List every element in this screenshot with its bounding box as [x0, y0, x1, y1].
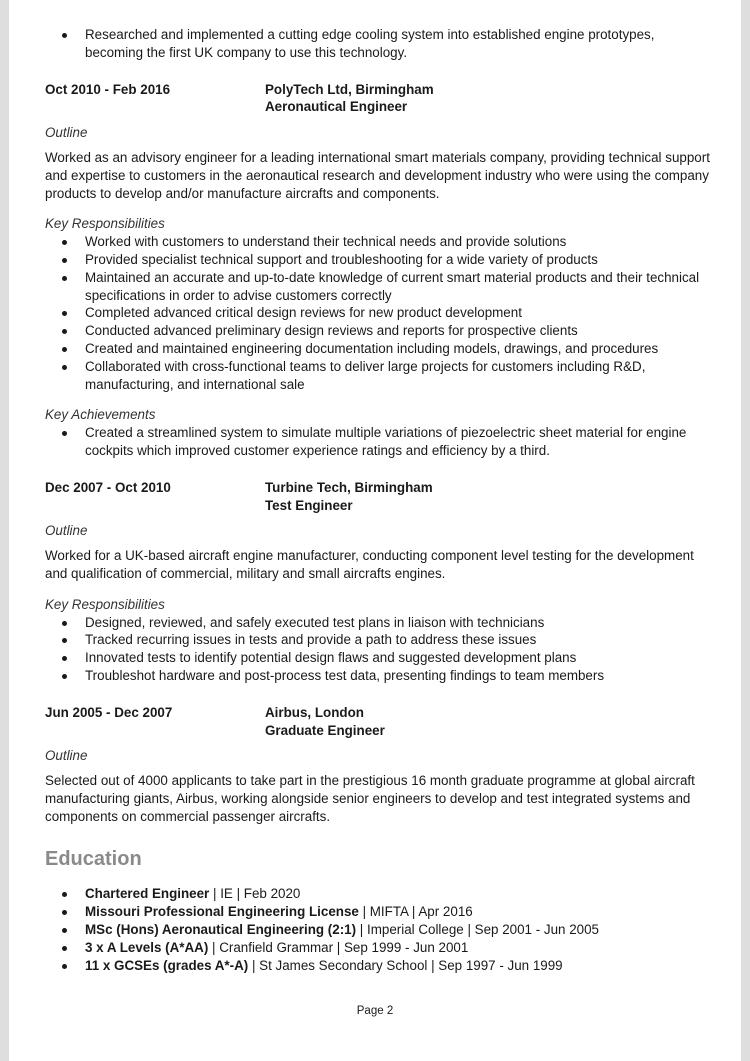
job-title: Test Engineer	[265, 497, 353, 513]
list-item: Created a streamlined system to simulate multiple variations of piezoelectric sheet material for engine cockpits which improved customer experience ratings and efficiency by a third.	[45, 424, 710, 460]
job-company: PolyTech Ltd, Birmingham	[265, 81, 434, 97]
responsibilities-list	[45, 614, 710, 685]
qualification-details: | Cranfield Grammar | Sep 1999 - Jun 2001	[208, 939, 469, 955]
qualification-details: | MIFTA | Apr 2016	[358, 904, 473, 920]
outline-text: Worked as an advisory engineer for a leading international smart materials company, providing technical support and expertise to customers in the aeronautical research and development industry who were using the company products to develop and/or manufacture aircrafts and components.	[45, 149, 710, 201]
job-title: Aeronautical Engineer	[265, 99, 408, 115]
list-item: Conducted advanced preliminary design reviews and reports for prospective clients	[45, 322, 710, 340]
job-company-title	[265, 479, 433, 515]
education-heading: Education	[45, 848, 142, 871]
qualification: MSc (Hons) Aeronautical Engineering (2:1)	[85, 922, 357, 938]
responsibilities-list	[45, 233, 710, 393]
job-entry-polytech	[45, 81, 710, 460]
responsibilities-label: Key Responsibilities	[45, 216, 165, 232]
outline-label: Outline	[45, 125, 88, 141]
job-header	[45, 479, 710, 515]
job-company: Turbine Tech, Birmingham	[265, 479, 433, 495]
qualification: Missouri Professional Engineering License	[85, 904, 359, 920]
outline-text: Worked for a UK-based aircraft engine manufacturer, conducting component level testing for the development and qualification of commercial, military and small aircrafts engines.	[45, 548, 694, 581]
outline-label: Outline	[45, 523, 88, 539]
job-header	[45, 704, 710, 740]
list-item: Innovated tests to identify potential design flaws and suggested development plans	[45, 649, 710, 667]
list-item: Created and maintained engineering documentation including models, drawings, and procedures	[45, 340, 710, 358]
qualification: 3 x A Levels (A*AA)	[85, 939, 209, 955]
job-header	[45, 81, 710, 117]
outline-label: Outline	[45, 748, 88, 764]
education-item	[45, 921, 710, 939]
education-item	[45, 885, 710, 903]
qualification-details: | Imperial College | Sep 2001 - Jun 2005	[356, 922, 600, 938]
job-company: Airbus, London	[265, 704, 364, 720]
education-list	[45, 885, 710, 974]
cv-page	[45, 26, 710, 974]
education-item	[45, 957, 710, 975]
left-page-margin	[0, 0, 9, 1061]
qualification-details: | IE | Feb 2020	[209, 886, 301, 902]
list-item: Tracked recurring issues in tests and provide a path to address these issues	[45, 631, 710, 649]
list-item: Maintained an accurate and up-to-date knowledge of current smart material products and their technical specifications in order to advise customers correctly	[45, 269, 710, 305]
list-item: Collaborated with cross-functional teams to deliver large projects for customers including R&D, manufacturing, and international sale	[45, 358, 710, 394]
qualification-details: | St James Secondary School | Sep 1997 - Jun 1999	[248, 957, 563, 973]
job-company-title	[265, 704, 385, 740]
list-item: Worked with customers to understand their technical needs and provide solutions	[45, 233, 710, 251]
job-dates: Jun 2005 - Dec 2007	[45, 704, 173, 720]
qualification: 11 x GCSEs (grades A*-A)	[85, 957, 249, 973]
right-page-margin	[741, 0, 750, 1061]
education-item	[45, 903, 710, 921]
qualification: Chartered Engineer	[85, 886, 210, 902]
achievements-label: Key Achievements	[45, 407, 156, 423]
list-item: Provided specialist technical support and troubleshooting for a wide variety of products	[45, 251, 710, 269]
list-item: Researched and implemented a cutting edge cooling system into established engine prototypes, becoming the first UK company to use this technology.	[45, 26, 710, 62]
job-company-title	[265, 81, 434, 117]
job-entry-airbus	[45, 704, 710, 826]
page-number: Page 2	[356, 1005, 394, 1017]
job-title: Graduate Engineer	[265, 722, 385, 738]
job-entry-turbine-tech	[45, 479, 710, 685]
list-item: Designed, reviewed, and safely executed test plans in liaison with technicians	[45, 614, 710, 632]
job-dates: Dec 2007 - Oct 2010	[45, 479, 171, 495]
job-dates: Oct 2010 - Feb 2016	[45, 81, 171, 97]
responsibilities-label: Key Responsibilities	[45, 596, 165, 612]
achievements-list	[45, 424, 710, 460]
list-item: Completed advanced critical design reviews for new product development	[45, 304, 710, 322]
intro-bullet-list	[45, 26, 710, 62]
education-item	[45, 939, 710, 957]
list-item: Troubleshot hardware and post-process test data, presenting findings to team members	[45, 667, 710, 685]
outline-text: Selected out of 4000 applicants to take part in the prestigious 16 month graduate programme at global aircraft manufacturing giants, Airbus, working alongside senior engineers to develop and test integrated systems and components on commercial passenger aircrafts.	[45, 773, 695, 824]
